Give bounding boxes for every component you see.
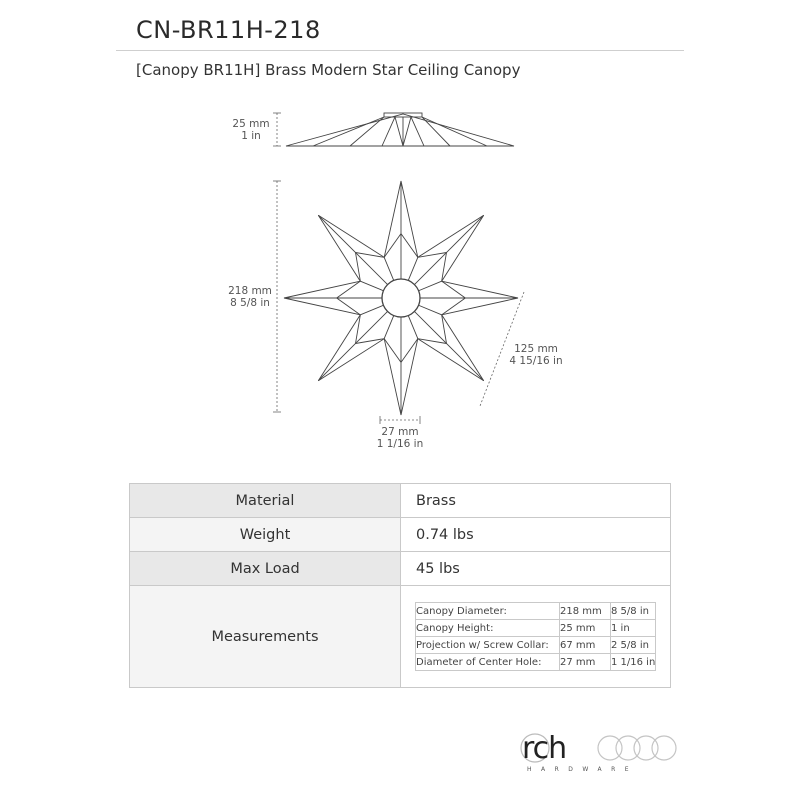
hole-dimension-label: 27 mm 1 1/16 in bbox=[376, 426, 424, 450]
measurement-row: Canopy Diameter: 218 mm 8 5/8 in bbox=[416, 603, 656, 620]
weight-label: Weight bbox=[130, 518, 401, 552]
logo-wordmark: rch bbox=[522, 731, 567, 766]
maxload-value: 45 lbs bbox=[401, 552, 671, 586]
product-sku-title: CN-BR11H-218 bbox=[136, 16, 321, 44]
height-dimension-label: 25 mm 1 in bbox=[232, 118, 270, 142]
diameter-dimension-label: 218 mm 8 5/8 in bbox=[228, 285, 272, 309]
material-label: Material bbox=[130, 484, 401, 518]
measurement-row: Projection w/ Screw Collar: 67 mm 2 5/8 in bbox=[416, 637, 656, 654]
logo-tagline: HARDWARE bbox=[527, 766, 639, 773]
product-subtitle: [Canopy BR11H] Brass Modern Star Ceiling Canopy bbox=[136, 61, 521, 79]
maxload-label: Max Load bbox=[130, 552, 401, 586]
material-value: Brass bbox=[401, 484, 671, 518]
measurement-row: Canopy Height: 25 mm 1 in bbox=[416, 620, 656, 637]
radius-dimension-label: 125 mm 4 15/16 in bbox=[509, 343, 563, 367]
measurement-row: Diameter of Center Hole: 27 mm 1 1/16 in bbox=[416, 654, 656, 671]
logo-rings bbox=[598, 736, 676, 760]
weight-value: 0.74 lbs bbox=[401, 518, 671, 552]
measurements-label: Measurements bbox=[130, 586, 401, 688]
